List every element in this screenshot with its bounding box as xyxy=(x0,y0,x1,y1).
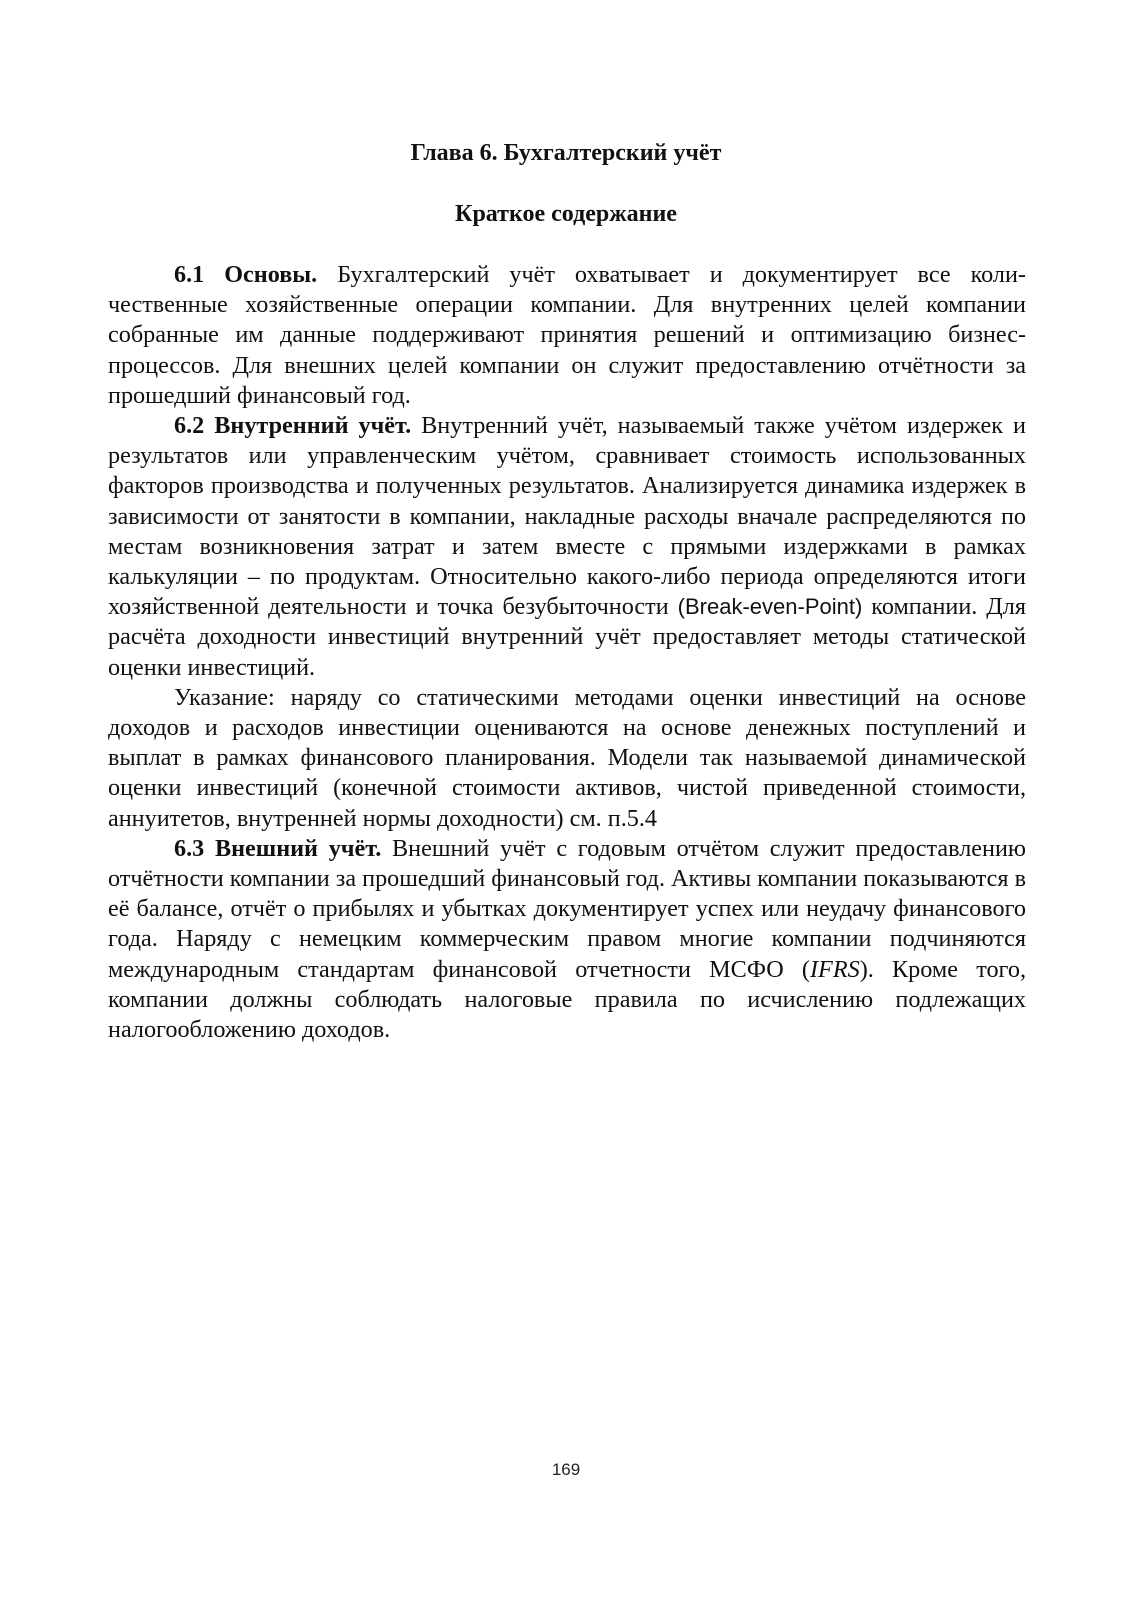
section-heading-6-1: 6.1 Основы. xyxy=(174,261,318,288)
paragraph-text: ). Кроме того, компании должны соблюдать налоговые правила по исчислению подлежащих налогообложению доходов. xyxy=(108,955,1026,1044)
page-number: 169 xyxy=(551,1460,581,1479)
paragraph-text: Внутренний учёт, называемый также учётом издержек и результатов или управленческим учётом, сравнивает стоимость использованных факторов производства и полученных результатов. Анализируется динамика издержек в зависимости от занятости в компании, накладные расходы вначале распределяются по местам возникновения затрат и затем вместе с прямыми издержками в рамках калькуляции – по продуктам. Относительно какого-либо периода определяются итоги хозяйственной деятельности и точка безубыточности xyxy=(108,412,1026,621)
paragraph-text: Внешний учёт с годовым отчётом служит предоставлению отчётности компании за прошедший финансовый год. Активы компании показываются в её балансе, отчёт о прибылях и убытках документирует успех или неудачу финансового года. Наряду с немецким коммерческим правом многие компании подчиняются международным стандартам финансовой отчетности МСФО ( xyxy=(108,834,1026,983)
paragraph-text: компании. Для расчёта доходности инвестиций внутренний учёт предоставляет методы статической оценки инвестиций. xyxy=(108,593,1027,681)
section-heading-6-3: 6.3 Внешний учёт. xyxy=(174,834,382,862)
break-even-term: (Break-even-Point) xyxy=(677,594,863,620)
paragraph-6-2-internal-accounting xyxy=(108,411,1026,683)
paragraph-text: Бухгалтерский учёт охватывает и документирует все количественные хозяйственные операции компании. Для внутренних целей компании собранные им данные поддерживают принятия решений и оптимизацию бизнес-процессов. Для внешних целей компании он служит предоставлению отчётности за прошедший финансовый год. xyxy=(108,261,1026,409)
paragraph-6-3-external-accounting xyxy=(108,834,1026,1045)
summary-heading: Краткое содержание xyxy=(455,201,677,227)
ifrs-term: IFRS xyxy=(810,955,860,983)
note-text: Указание: наряду со статическими методами оценки инвестиций на основе доходов и расходов инвестиции оцениваются на основе денежных поступлений и выплат в рамках финансового планирования. Модели так называемой динамической оценки инвестиций (конечной стоимости активов, чистой приведенной стоимости, аннуитетов, внутренней нормы доходности) см. п.5.4 xyxy=(108,683,1026,832)
paragraph-6-1-basics xyxy=(108,260,1026,411)
paragraph-note xyxy=(108,683,1026,834)
section-heading-6-2: 6.2 Внутренний учёт. xyxy=(174,412,412,440)
body-text xyxy=(108,260,1026,1045)
chapter-title: Глава 6. Бухгалтерский учёт xyxy=(410,140,722,166)
